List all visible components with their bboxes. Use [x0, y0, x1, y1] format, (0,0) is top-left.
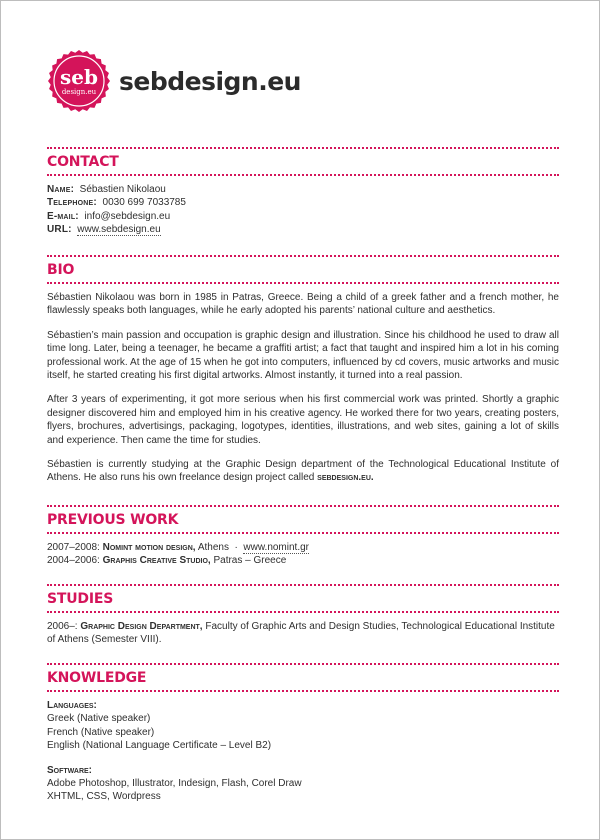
work-period: 2007–2008:: [47, 542, 100, 553]
bio-heading: BIO: [47, 262, 75, 278]
divider: [47, 174, 559, 176]
url-label: URL:: [47, 224, 72, 236]
email-link[interactable]: info@sebdesign.eu: [84, 210, 171, 222]
name-value: Sébastien Nikolaou: [79, 184, 166, 195]
contact-url-row: [47, 223, 559, 236]
contact-details: [47, 183, 559, 237]
contact-heading: CONTACT: [47, 154, 119, 170]
email-label: E-mail:: [47, 210, 79, 222]
telephone-label: Telephone:: [47, 197, 97, 209]
divider: [47, 611, 559, 613]
divider: [47, 282, 559, 284]
work-separator: ·: [234, 542, 238, 553]
work-item: [47, 541, 559, 554]
software-item: Adobe Photoshop, Illustrator, Indesign, Flash, Corel Draw: [47, 778, 302, 790]
contact-name-row: [47, 183, 559, 196]
project-name: sebdesign.eu.: [317, 472, 374, 484]
work-location: Patras – Greece: [213, 555, 287, 567]
language-item: English (National Language Certificate – Level B2): [47, 740, 272, 752]
work-company: Graphis Creative Studio,: [102, 555, 211, 567]
studies-text: [47, 620, 559, 647]
bio-paragraph: [47, 458, 559, 485]
divider: [47, 584, 559, 586]
studies-details: Faculty of Graphic Arts and Design Studies, Technological Educational Institute of Athens (Semester VIII).: [47, 621, 555, 646]
telephone-value: 0030 699 7033785: [102, 197, 186, 209]
previous-work-list: [47, 541, 559, 568]
bio-section: [47, 255, 559, 496]
logo-text-bottom: design.eu: [61, 88, 97, 96]
work-item: [47, 554, 559, 567]
languages-label: Languages:: [47, 700, 97, 711]
work-link[interactable]: www.nomint.gr: [243, 542, 309, 553]
knowledge-section: [47, 663, 559, 804]
studies-section: [47, 584, 559, 658]
bio-paragraph: After 3 years of experimenting, it got more serious when his first commercial work was printed. Shortly a graphic designer discovered him and employed him in his creative agency. He worked there for two years, creating posters, flyers, brochures, advertisings, packaging, logotypes, identities, illustrations, and web sites, gaining a lot of skills and experience. Then came the time for studies.: [47, 394, 559, 446]
bio-paragraph-text: Sébastien is currently studying at the Graphic Design department of the Technological Educational Institute of Athens. He also runs his own freelance design project called: [47, 459, 559, 484]
divider: [47, 690, 559, 692]
studies-heading: STUDIES: [47, 591, 114, 607]
software-item: XHTML, CSS, Wordpress: [47, 791, 161, 803]
software-label: Software:: [47, 764, 92, 776]
studies-department: Graphic Design Department,: [80, 621, 203, 632]
bio-paragraph: Sébastien Nikolaou was born in 1985 in Patras, Greece. Being a child of a greek father and a french mother, he flawlessly speaks both languages, while he early adopted his parents’ national culture and aesthetics.: [47, 292, 559, 317]
studies-period: 2006–:: [47, 621, 78, 632]
bio-text: [47, 291, 559, 485]
spacer: [47, 753, 559, 764]
work-location: Athens: [197, 542, 229, 553]
bio-paragraph: Sébastien’s main passion and occupation is graphic design and illustration. Since his childhood he used to draw all time long. Later, being a teenager, he became a graffiti artist; a fact that taught and inspired him a lot in his coming professional work. At the age of 15 when he got into computers, influenced by cd covers, music artworks and music itself, he started creating his first digital artworks. Almost instantly, it turned into a real passion.: [47, 329, 559, 382]
contact-section: [47, 147, 559, 237]
knowledge-list: [47, 699, 559, 804]
work-company: Nomint motion design,: [102, 542, 196, 553]
header: [47, 49, 301, 113]
knowledge-heading: KNOWLEDGE: [47, 670, 147, 686]
studies-entry: [47, 620, 559, 647]
url-link[interactable]: www.sebdesign.eu: [77, 224, 161, 236]
language-item: Greek (Native speaker): [47, 713, 151, 725]
name-label: Name:: [47, 184, 75, 195]
seb-logo-seal: [47, 49, 111, 113]
brand-name: sebdesign.eu: [119, 66, 301, 96]
previous-work-section: [47, 505, 559, 568]
previous-work-heading: PREVIOUS WORK: [47, 512, 179, 528]
work-period: 2004–2006:: [47, 555, 100, 567]
divider: [47, 505, 559, 507]
contact-telephone-row: [47, 196, 559, 209]
contact-email-row: [47, 210, 559, 223]
divider: [47, 147, 559, 149]
logo-text-top: seb: [60, 65, 98, 89]
divider: [47, 255, 559, 257]
language-item: French (Native speaker): [47, 726, 155, 738]
divider: [47, 532, 559, 534]
divider: [47, 663, 559, 665]
